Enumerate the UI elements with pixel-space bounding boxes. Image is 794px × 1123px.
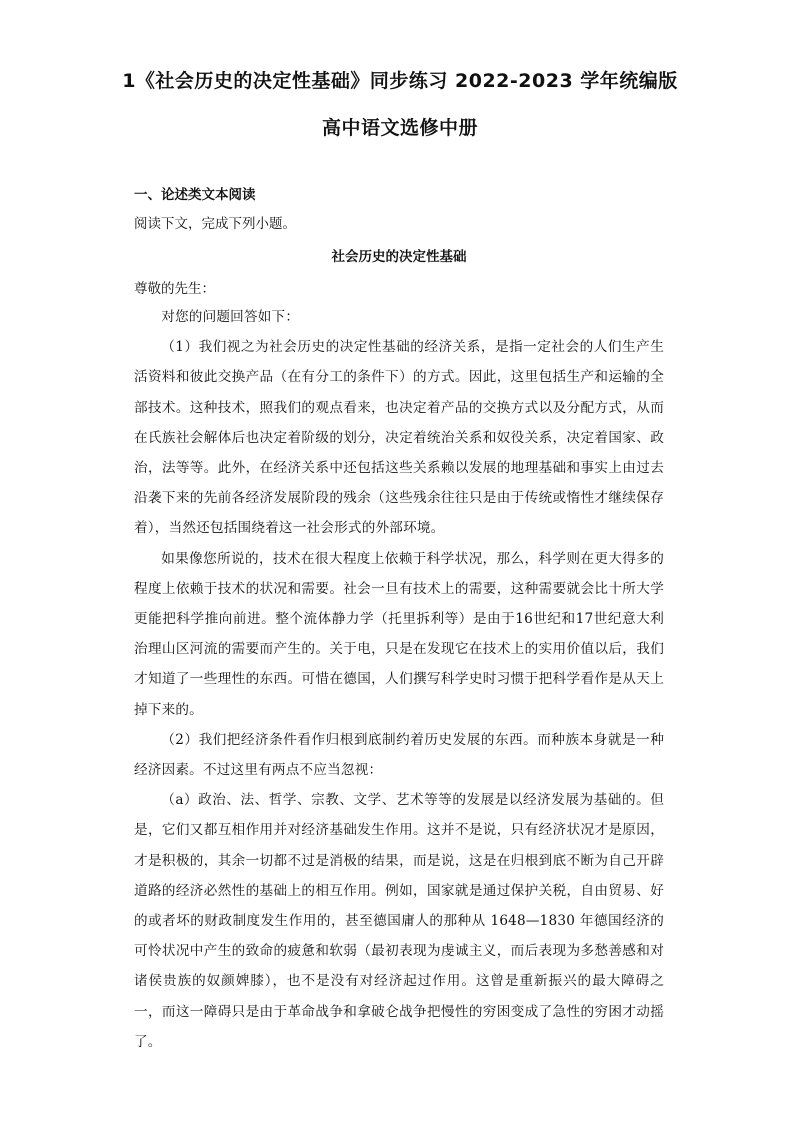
- letter-salutation: 尊敬的先生：: [134, 281, 215, 297]
- article-body: [134, 302, 664, 1057]
- paragraph-superstructure-interaction: （a）政治、法、哲学、宗教、文学、艺术等等的发展是以经济发展为基础的。但是，它们又都互相作用并对经济基础发生作用。这并不是说，只有经济状况才是原因，才是积极的，其余一切都不过是消极的结果，而是说，这是在归根到底不断为自己开辟道路的经济必然性的基础上的相互作用。例如，国家就是通过保护关税，自由贸易、好的或者坏的财政制度发生作用的，甚至德国庸人的那种从 1648—1830 年德国经济的可怜状况中产生的致命的疲惫和软弱（最初表现为虔诚主义，而后表现为多愁善感和对诸侯贵族的奴颜婢膝），也不是没有对经济起过作用。这曾是重新振兴的最大障碍之一，而这一障碍只是由于革命战争和拿破仑战争把慢性的穷困变成了急性的穷困才动摇了。: [134, 792, 664, 1050]
- paragraph-reply-intro: 对您的问题回答如下：: [161, 309, 300, 325]
- paragraph-economic-relations: （1）我们视之为社会历史的决定性基础的经济关系，是指一定社会的人们生产生活资料和彼此交换产品（在有分工的条件下）的方式。因此，这里包括生产和运输的全部技术。这种技术，照我们的观点看来，也决定着产品的交换方式以及分配方式，从而在氏族社会解体后也决定着阶级的划分，决定着统治关系和奴役关系，决定着国家、政治，法等等。此外，在经济关系中还包括这些关系赖以发展的地理基础和事实上由过去沿袭下来的先前各经济发展阶段的残余（这些残余往往只是由于传统或惰性才继续保存着），当然还包括围绕着这一社会形式的外部环境。: [134, 339, 664, 537]
- article-title: 社会历史的决定性基础: [331, 249, 467, 265]
- paragraph-technology-science: 如果像您所说的，技术在很大程度上依赖于科学状况，那么，科学则在更大得多的程度上依赖于技术的状况和需要。社会一旦有技术上的需要，这种需要就会比十所大学更能把科学推向前进。整个流体静力学（托里拆利等）是由于16世纪和17世纪意大利治理山区河流的需要而产生的。关于电，只是在发现它在技术上的实用价值以后，我们才知道了一些理性的东西。可惜在德国，人们撰写科学史时习惯于把科学看作是从天上掉下来的。: [134, 550, 664, 718]
- document-title-line-1: 1《社会历史的决定性基础》同步练习 2022-2023 学年统编版: [122, 70, 678, 92]
- reading-instruction: 阅读下文，完成下列小题。: [134, 216, 296, 232]
- paragraph-economic-conditions: （2）我们把经济条件看作归根到底制约着历史发展的东西。而种族本身就是一种经济因素。不过这里有两点不应当忽视：: [134, 731, 664, 779]
- section-heading: 一、论述类文本阅读: [134, 187, 256, 203]
- document-title-line-2: 高中语文选修中册: [321, 117, 478, 139]
